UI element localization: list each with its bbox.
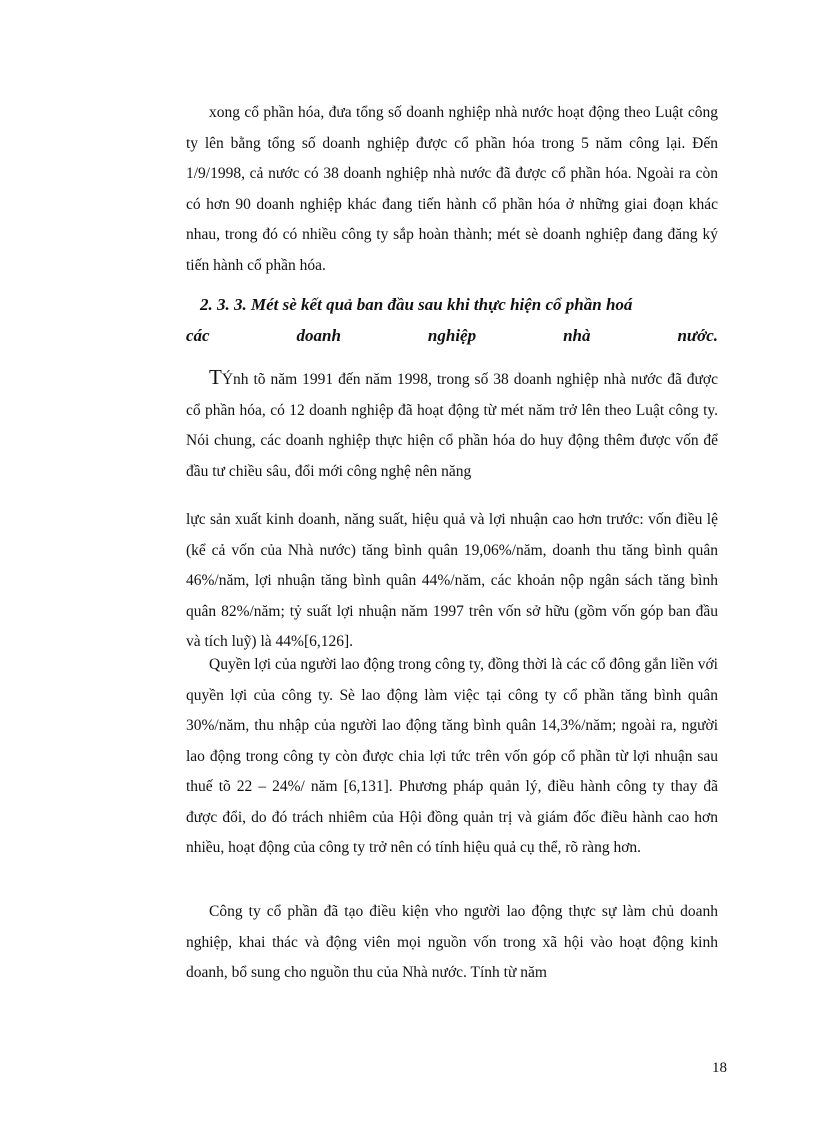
section-heading [186, 289, 718, 351]
paragraph-intro: xong cổ phần hóa, đưa tổng số doanh nghiệp nhà nước hoạt động theo Luật công ty lên bằng tổng số doanh nghiệp được cổ phần hóa trong 5 năm công lại. Đến 1/9/1998, cả nước có 38 doanh nghiệp nhà nước đã được cổ phần hóa. Ngoài ra còn có hơn 90 doanh nghiệp khác đang tiến hành cổ phần hóa ở những giai đoạn khác nhau, trong đó có nhiều công ty sắp hoàn thành; mét sè doanh nghiệp đang đăng ký tiến hành cổ phần hóa. [186, 104, 718, 274]
paragraph-workers: Quyền lợi của người lao động trong công ty, đồng thời là các cổ đông gắn liền với quyền lợi của công ty. Sè lao động làm việc tại công ty cổ phần tăng bình quân 30%/năm, thu nhập của người lao động tăng bình quân 14,3%/năm; ngoài ra, người lao động trong công ty còn được chia lợi tức trên vốn góp cổ phần từ lợi nhuận sau thuế tõ 22 – 24%/ năm [6,131]. Phương pháp quản lý, điều hành công ty thay đã được đổi, do đó trách nhiêm của Hội đồng quản trị và giám đốc điều hành cao hơn nhiều, hoạt động của công ty trở nên có tính hiệu quả cụ thể, rõ ràng hơn. [186, 656, 718, 856]
heading-word: nhà [563, 326, 591, 345]
heading-word: các [186, 326, 210, 345]
paragraph-results-text: Ýnh tõ năm 1991 đến năm 1998, trong số 38 doanh nghiệp nhà nước đã được cổ phần hóa, có 12 doanh nghiệp đã hoạt động từ mét năm trở lên theo Luật công ty. Nói chung, các doanh nghiệp thực hiện cổ phần hóa do huy động thêm được vốn để đầu tư chiều sâu, đổi mới công nghệ nên năng [186, 371, 718, 480]
heading-word: nghiệp [427, 326, 477, 345]
paragraph-results [186, 362, 718, 487]
section-heading-line-2 [186, 320, 718, 351]
page-number: 18 [712, 1060, 727, 1076]
heading-word: doanh [296, 326, 341, 345]
paragraph-joint-stock: Công ty cổ phần đã tạo điều kiện vho người lao động thực sự làm chủ doanh nghiệp, khai thác và động viên mọi nguồn vốn trong xã hội vào hoạt động kinh doanh, bổ sung cho nguồn thu của Nhà nước. Tính từ năm [186, 903, 718, 981]
drop-cap: T [209, 365, 222, 389]
section-heading-line-1: 2. 3. 3. Mét sè kết quả ban đầu sau khi thực hiện cổ phần hoá [200, 295, 633, 314]
heading-word: nước. [677, 326, 718, 345]
paragraph-capacity: lực sản xuất kinh doanh, năng suất, hiệu quả và lợi nhuận cao hơn trước: vốn điều lệ (kể cả vốn của Nhà nước) tăng bình quân 19,06%/năm, doanh thu tăng bình quân 46%/năm, lợi nhuận tăng bình quân 44%/năm, các khoản nộp ngân sách tăng bình quân 82%/năm; tỷ suất lợi nhuận năm 1997 trên vốn sở hữu (gồm vốn góp ban đầu và tích luỹ) là 44%[6,126]. [186, 511, 718, 650]
